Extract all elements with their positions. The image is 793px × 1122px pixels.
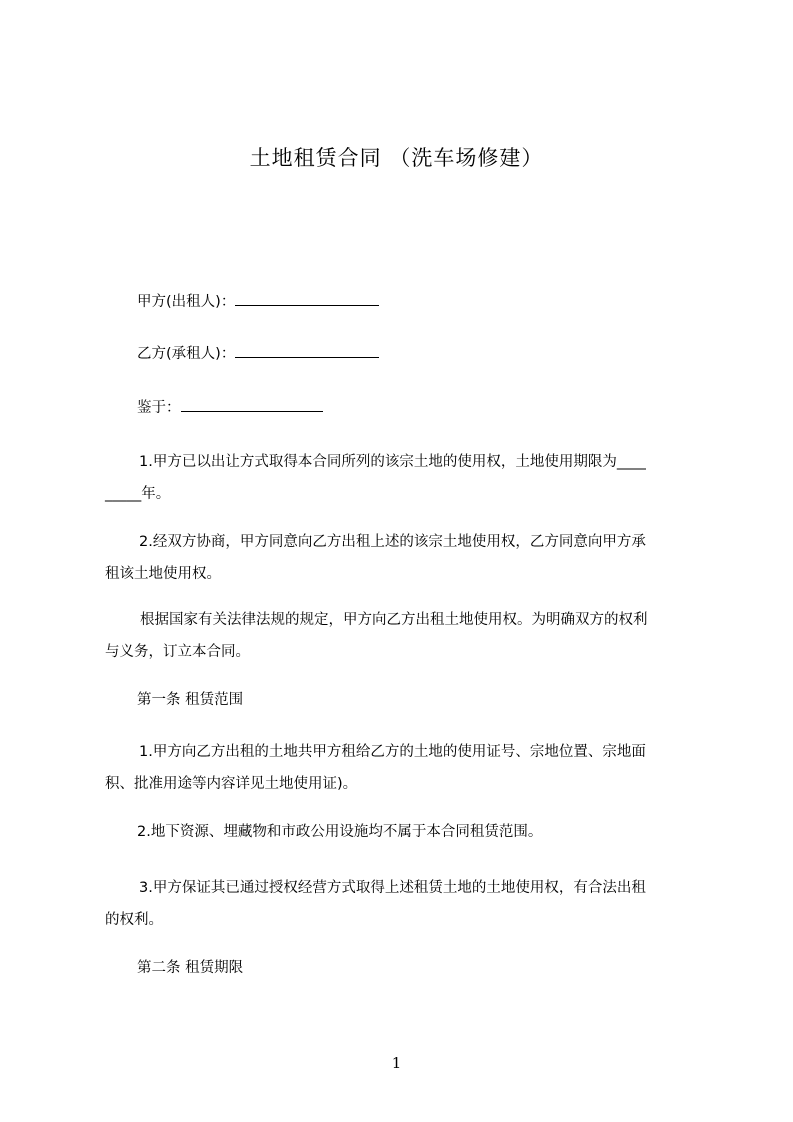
clause-1 (105, 446, 705, 510)
party-a-label: 甲方(出租人)： (137, 294, 236, 310)
clause-2-line1: 2.经双方协商，甲方同意向乙方出租上述的该宗土地使用权，乙方同意向甲方承 (139, 534, 646, 550)
article-2-heading: 第二条 租赁期限 (137, 960, 244, 976)
clause-1-line1: 1.甲方已以出让方式取得本合同所列的该宗土地的使用权，土地使用期限为____ (139, 454, 646, 470)
article-1-item1-line1: 1.甲方向乙方出租的土地共甲方租给乙方的土地的使用证号、宗地位置、宗地面 (139, 744, 646, 760)
article-1-item-3 (105, 872, 705, 936)
article-1-item-1 (105, 736, 705, 800)
whereas-blank (181, 395, 323, 412)
party-b-blank (235, 341, 379, 358)
party-a-blank (235, 289, 379, 306)
clause-2-line2: 租该土地使用权。 (105, 566, 221, 582)
basis-paragraph (105, 604, 705, 668)
basis-line2: 与义务，订立本合同。 (105, 644, 250, 660)
article-1-heading: 第一条 租赁范围 (137, 692, 244, 708)
whereas-label: 鉴于： (137, 400, 181, 416)
clause-2 (105, 526, 705, 590)
basis-line1: 根据国家有关法律法规的规定，甲方向乙方出租土地使用权。为明确双方的权利 (140, 612, 648, 628)
document-title: 土地租赁合同 （洗车场修建） (249, 146, 544, 170)
party-a-line (105, 286, 737, 318)
article-1-item-2: 2.地下资源、埋藏物和市政公用设施均不属于本合同租赁范围。 (137, 824, 543, 840)
article-1-item3-line1: 3.甲方保证其已通过授权经营方式取得上述租赁土地的土地使用权，有合法出租 (139, 880, 646, 896)
clause-1-line2: _____年。 (105, 486, 171, 502)
party-b-label: 乙方(承租人)： (137, 346, 236, 362)
article-1-item3-line2: 的权利。 (105, 912, 163, 928)
article-1-item1-line2: 积、批准用途等内容详见土地使用证)。 (105, 776, 358, 792)
party-b-line (105, 338, 737, 370)
page-number: 1 (391, 1054, 402, 1072)
whereas-line (105, 392, 737, 424)
